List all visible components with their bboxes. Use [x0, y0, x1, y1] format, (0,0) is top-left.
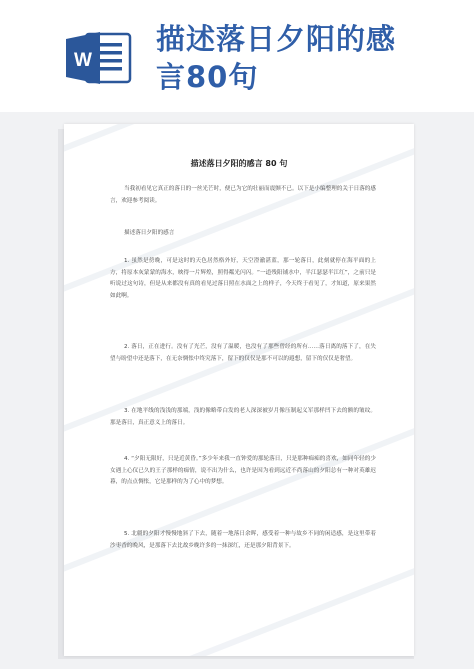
page-title-line1: 描述落日夕阳的感 — [156, 22, 397, 56]
paragraph-4: 4. “夕阳无限好，只是近黄昏。”多少年来我一直钟爱的那轮落日，只是那种痴痴的喜欢，如同年轻的少女遇上心仪已久的王子那样的痴情，说不出为什么，也许是因为看到远近不尚落山的夕阳总有一种对英雄迟暮，的点点惆怅，它是那样的为了心中的梦想。 — [110, 456, 376, 485]
paragraph-1: 1. 虽然是傍晚，可是这时的天色居然格外好，天空澄澈湛蓝，那一轮落日，此刻就停在海平面的上方，将原本灰蒙蒙的海水，映得一片辉煌，照得粼光闪闪。“一道残阳铺水中，半江瑟瑟半江红”，之前只是听说过这句诗，但是从来都没有真的看见过落日照在水面之上的样子，今天终于看见了，才知道，原来果然如此啊。 — [110, 258, 376, 299]
page-title-line2: 言80句 — [156, 60, 259, 94]
paragraph-3: 3. 在地平线的浅浅的那端，浅的像略带白发的老人深深被岁月像压制起义军那样凹下去的额的皱纹。那是落日，真正意义上的落日。 — [110, 408, 376, 426]
ms-word-icon — [64, 28, 134, 88]
paragraph-2: 2. 落日，正在进行。没有了光芒，没有了温暖，也没有了那些曾经的所有……落日离的落下了，在失望与盼望中还是落下，在无奈惆怅中终究落下，留下的仅仅是那不可以的遐想，留下的仅仅是奢望。 — [110, 344, 376, 362]
paragraph-5: 5. 北疆的夕阳才慢慢地斜了下去，随着一地落日余晖，感受着一种与故乡不同的闲适感，是这里带着沙枣香的晚风，是那落下去比故乡晚许多的一抹深红，还是那夕阳背景下。 — [110, 531, 376, 549]
intro-paragraph: 当我初看见它真正的落日的一丝光芒时，便已为它的壮丽而震颤不已。以下是小编整理的关于日落的感言，欢迎参考阅读。 — [110, 186, 376, 204]
page-title — [156, 20, 456, 96]
subheading: 描述落日夕阳的感言 — [124, 230, 175, 236]
document-page — [64, 124, 414, 656]
word-logo-letter: W — [74, 50, 92, 71]
header-banner — [0, 0, 474, 112]
document-title: 描述落日夕阳的感言 80 句 — [190, 159, 288, 168]
